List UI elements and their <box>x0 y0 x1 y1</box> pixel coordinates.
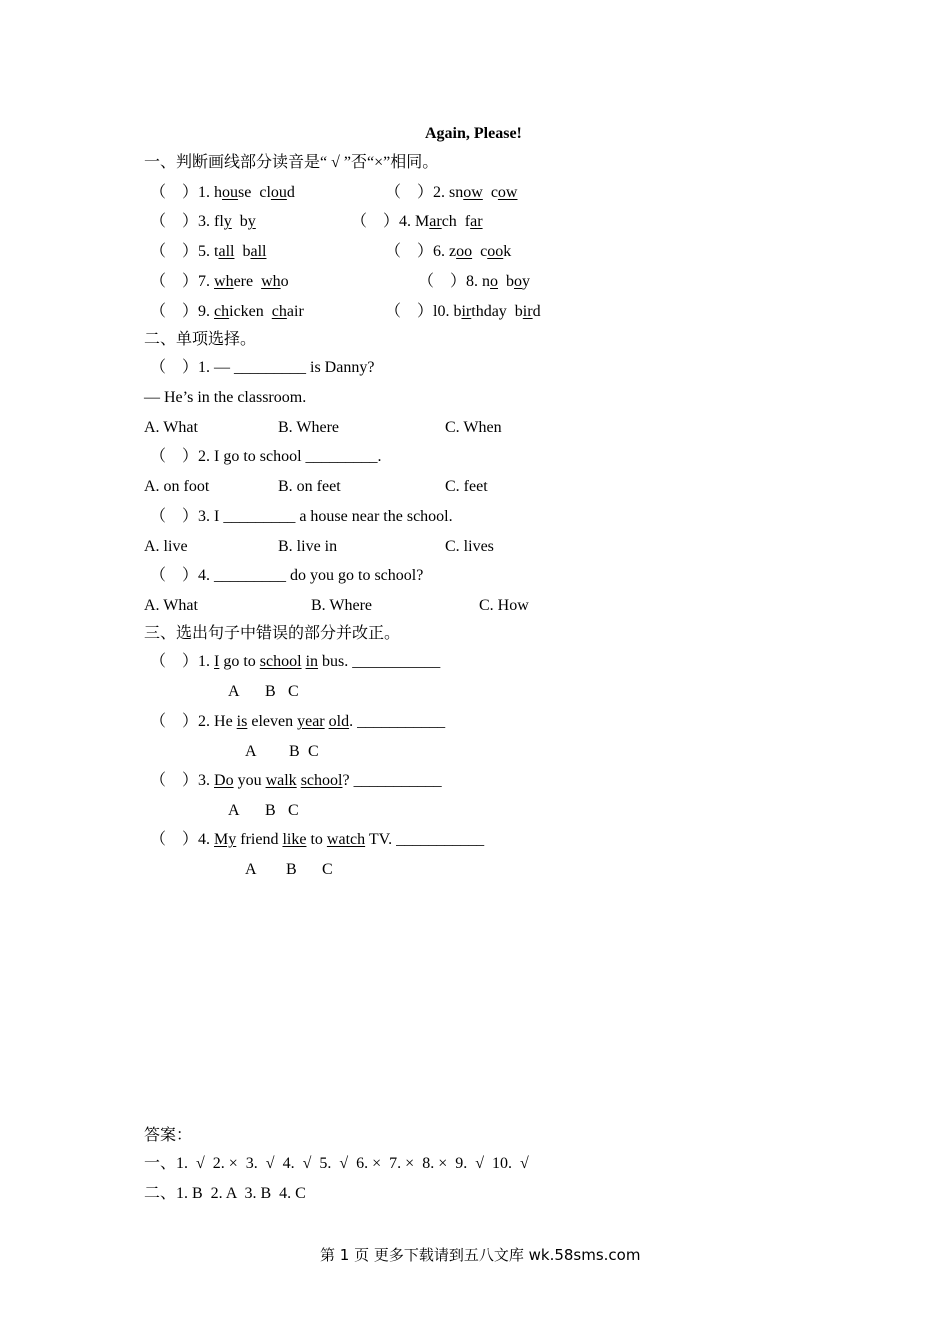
item-prefix: （ ）1. <box>150 653 215 670</box>
underlined-segment: school <box>259 653 302 670</box>
s1-item-3 <box>150 212 256 232</box>
s3-item-4-label-a: A <box>245 861 257 878</box>
underlined-segment: o <box>490 273 499 290</box>
underlined-segment: school <box>300 772 343 789</box>
text-segment: to <box>306 831 327 848</box>
item-number: 4. <box>399 213 416 230</box>
text-segment: y <box>522 273 531 290</box>
underlined-segment: ch <box>214 303 230 320</box>
s2-q2-stem: （ ）2. I go to school _________. <box>150 448 382 465</box>
item-prefix: （ ）2. <box>150 713 215 730</box>
s3-item-4-label-c: C <box>322 861 333 878</box>
underlined-segment: ar <box>470 213 483 230</box>
text-segment: TV. ___________ <box>365 831 485 848</box>
text-segment: fl <box>214 213 224 230</box>
s2-q2-option-b: B. on feet <box>278 478 341 495</box>
text-segment: ? ___________ <box>342 772 442 789</box>
underlined-segment: watch <box>326 831 366 848</box>
underlined-segment: is <box>236 713 248 730</box>
s2-q1-reply: — He’s in the classroom. <box>144 389 307 406</box>
underlined-segment: My <box>214 831 237 848</box>
underlined-segment: ir <box>522 303 533 320</box>
s2-q3-option-a: A. live <box>144 538 188 555</box>
answers-line-2: 二、1. B 2. A 3. B 4. C <box>144 1185 306 1202</box>
answer-paren: （ ） <box>418 273 467 290</box>
s2-q4-option-c: C. How <box>479 597 529 614</box>
s3-item-1-label-c: C <box>288 683 299 700</box>
underlined-segment: I <box>214 653 220 670</box>
item-number: 2. <box>433 184 450 201</box>
page-title: Again, Please! <box>425 125 522 142</box>
item-number: 3. <box>198 213 215 230</box>
text-segment: you <box>233 772 266 789</box>
s2-q2-option-a: A. on foot <box>144 478 210 495</box>
underlined-segment: ir <box>461 303 472 320</box>
s2-q3-stem: （ ）3. I _________ a house near the school. <box>150 508 453 525</box>
s2-q3-option-b: B. live in <box>278 538 338 555</box>
s3-item-1 <box>150 652 440 672</box>
s1-item-9 <box>150 302 304 322</box>
s3-item-4-label-b: B <box>286 861 297 878</box>
item-number: l0. <box>433 303 454 320</box>
text-segment: b <box>498 273 515 290</box>
s3-item-4 <box>150 830 484 850</box>
s1-item-8 <box>418 272 530 292</box>
item-prefix: （ ）3. <box>150 772 215 789</box>
item-prefix: （ ）4. <box>150 831 215 848</box>
s2-q1-option-c: C. When <box>445 419 502 436</box>
s2-q1-option-b: B. Where <box>278 419 340 436</box>
section3-heading: 三、选出句子中错误的部分并改正。 <box>144 625 401 642</box>
text-segment: ch f <box>441 213 471 230</box>
text-segment: se cl <box>238 184 271 201</box>
underlined-segment: oo <box>456 243 473 260</box>
answers-heading: 答案： <box>144 1127 193 1144</box>
s3-item-2-label-b: B <box>289 743 300 760</box>
s2-q4-option-a: A. What <box>144 597 198 614</box>
s1-item-4 <box>351 212 483 232</box>
s2-q3-option-c: C. lives <box>445 538 494 555</box>
underlined-segment: ch <box>271 303 287 320</box>
text-segment: He <box>214 713 237 730</box>
answer-paren: （ ） <box>150 273 199 290</box>
underlined-segment: year <box>297 713 325 730</box>
text-segment: sn <box>449 184 464 201</box>
s3-item-3 <box>150 771 442 791</box>
text-segment: ere <box>233 273 262 290</box>
item-number: 7. <box>198 273 215 290</box>
section2-heading: 二、单项选择。 <box>144 331 257 348</box>
s3-item-3-label-c: C <box>288 802 299 819</box>
underlined-segment: wh <box>261 273 281 290</box>
answer-paren: （ ） <box>150 243 199 260</box>
s2-q4-stem: （ ）4. _________ do you go to school? <box>150 567 424 584</box>
underlined-segment: all <box>218 243 235 260</box>
answer-paren: （ ） <box>150 213 199 230</box>
text-segment: n <box>482 273 491 290</box>
underlined-segment: y <box>247 213 256 230</box>
s3-item-3-label-b: B <box>265 802 276 819</box>
text-segment: h <box>214 184 223 201</box>
text-segment: k <box>503 243 512 260</box>
item-number: 8. <box>466 273 483 290</box>
underlined-segment: like <box>282 831 307 848</box>
s2-q1-stem: （ ）1. — _________ is Danny? <box>150 359 375 376</box>
underlined-segment: o <box>514 273 523 290</box>
answer-paren: （ ） <box>385 243 434 260</box>
text-segment: icken <box>229 303 272 320</box>
text-segment: thday b <box>471 303 523 320</box>
answer-paren: （ ） <box>150 303 199 320</box>
s2-q4-option-b: B. Where <box>311 597 373 614</box>
s1-item-5 <box>150 242 266 262</box>
s3-item-1-label-b: B <box>265 683 276 700</box>
text-segment: b <box>453 303 462 320</box>
text-segment: d <box>286 184 295 201</box>
underlined-segment: all <box>250 243 267 260</box>
s3-item-2-label-c: C <box>308 743 319 760</box>
underlined-segment: wh <box>214 273 234 290</box>
text-segment: friend <box>236 831 283 848</box>
s3-item-1-label-a: A <box>228 683 240 700</box>
underlined-segment: in <box>305 653 319 670</box>
text-segment: t <box>214 243 219 260</box>
s1-item-1 <box>150 183 295 203</box>
item-number: 5. <box>198 243 215 260</box>
s3-item-2-label-a: A <box>245 743 257 760</box>
underlined-segment: ou <box>270 184 287 201</box>
text-segment: air <box>286 303 304 320</box>
s1-item-7 <box>150 272 289 292</box>
s1-item-10 <box>385 302 541 322</box>
underlined-segment: ou <box>222 184 239 201</box>
answers-line-1: 一、1. √ 2. × 3. √ 4. √ 5. √ 6. × 7. × 8. × 9. √ 10. √ <box>144 1155 529 1172</box>
text-segment: . ___________ <box>349 713 446 730</box>
item-number: 9. <box>198 303 215 320</box>
s3-item-3-label-a: A <box>228 802 240 819</box>
underlined-segment: Do <box>214 772 234 789</box>
s2-q2-option-c: C. feet <box>445 478 488 495</box>
text-segment: d <box>532 303 541 320</box>
text-segment: b <box>234 243 251 260</box>
underlined-segment: walk <box>265 772 297 789</box>
item-number: 6. <box>433 243 450 260</box>
section1-heading: 一、判断画线部分读音是“ √ ”否“×”相同。 <box>144 154 439 171</box>
text-segment: c <box>472 243 488 260</box>
underlined-segment: ow <box>463 184 483 201</box>
item-number: 1. <box>198 184 215 201</box>
text-segment: go to <box>219 653 260 670</box>
underlined-segment: y <box>223 213 232 230</box>
text-segment: z <box>449 243 457 260</box>
s2-q1-option-a: A. What <box>144 419 198 436</box>
underlined-segment: ar <box>429 213 442 230</box>
underlined-segment: ow <box>497 184 518 201</box>
underlined-segment: old <box>328 713 350 730</box>
page-footer: 第 1 页 更多下载请到五八文库 wk.58sms.com <box>320 1246 641 1264</box>
s1-item-2 <box>385 183 517 203</box>
answer-paren: （ ） <box>385 184 434 201</box>
text-segment: c <box>482 184 498 201</box>
text-segment: bus. ___________ <box>318 653 441 670</box>
s3-item-2 <box>150 712 445 732</box>
text-segment: o <box>280 273 289 290</box>
answer-paren: （ ） <box>351 213 400 230</box>
text-segment: b <box>231 213 248 230</box>
text-segment: M <box>415 213 430 230</box>
answer-paren: （ ） <box>385 303 434 320</box>
answer-paren: （ ） <box>150 184 199 201</box>
underlined-segment: oo <box>487 243 504 260</box>
s1-item-6 <box>385 242 511 262</box>
text-segment: eleven <box>247 713 298 730</box>
